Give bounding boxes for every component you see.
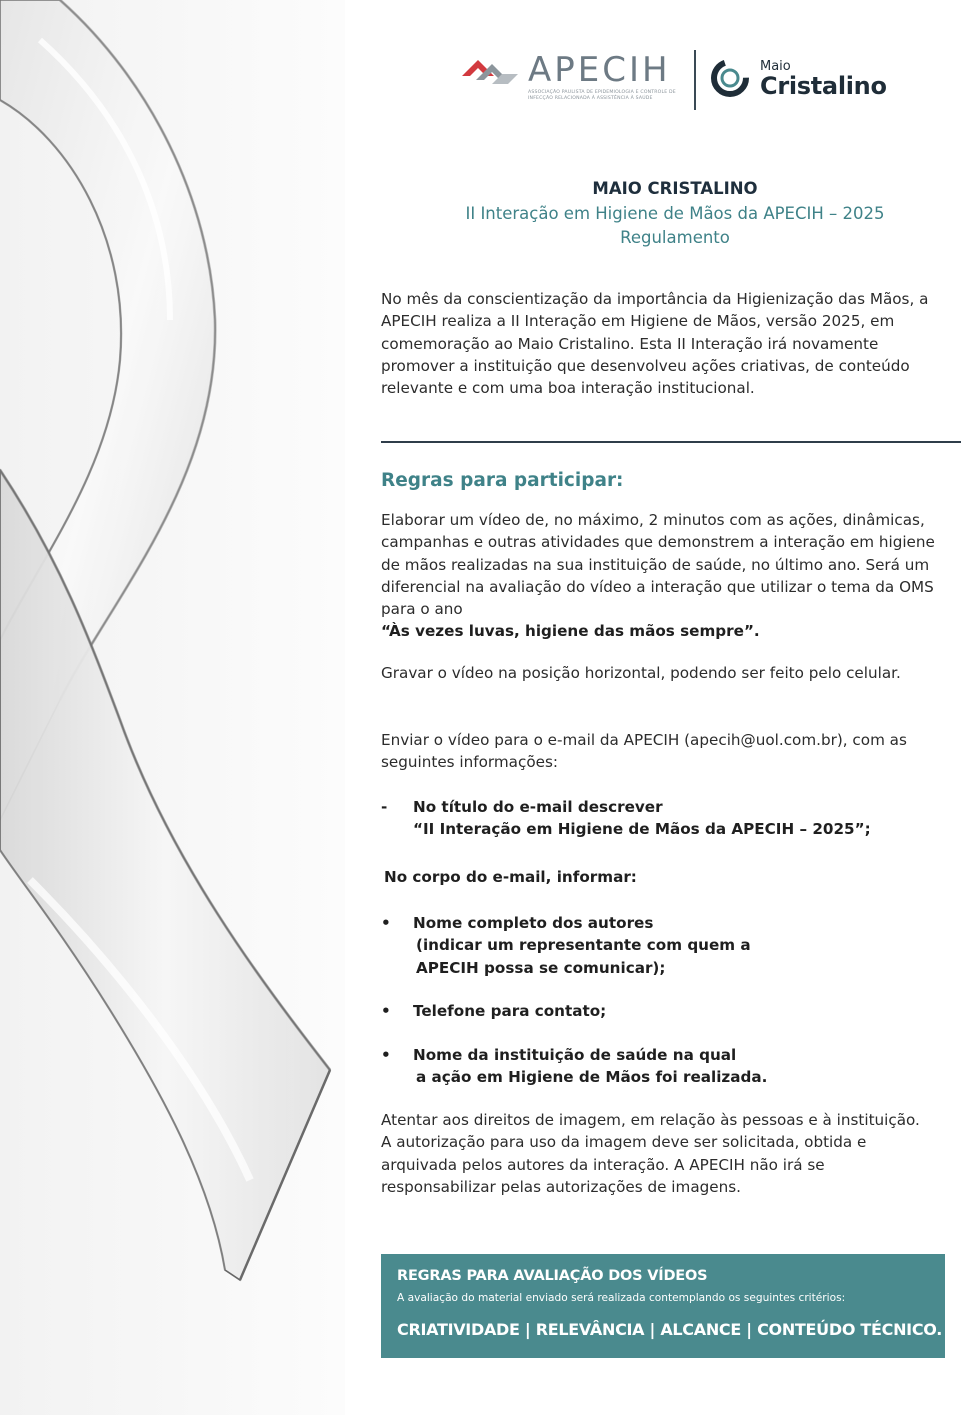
apecih-name: APECIH <box>528 50 671 90</box>
rules-heading: Regras para participar: <box>381 470 624 491</box>
page-title: MAIO CRISTALINO <box>592 179 758 198</box>
awareness-ribbon-icon <box>0 0 345 1415</box>
bullet-marker: • <box>381 1046 391 1064</box>
dash-line-2: “II Interação em Higiene de Mãos da APECIH – 2025”; <box>413 820 871 839</box>
dash-line-1: No título do e-mail descrever <box>413 798 663 816</box>
rule-paragraph-3 <box>381 729 956 774</box>
rule-3-text: Enviar o vídeo para o e-mail da APECIH (apecih@uol.com.br), com as seguintes informações: <box>381 731 907 772</box>
page-subtitle: II Interação em Higiene de Mãos da APECIH – 2025 <box>465 204 885 223</box>
apecih-mark-icon <box>462 56 520 90</box>
bullet-3-line-1: Nome da instituição de saúde na qual <box>413 1046 737 1064</box>
evaluation-title: REGRAS PARA AVALIAÇÃO DOS VÍDEOS <box>397 1268 708 1284</box>
bullet-2-line-1: Telefone para contato; <box>413 1002 607 1020</box>
dash-marker: - <box>381 798 388 816</box>
ribbon-illustration <box>0 0 345 1415</box>
bullet-marker: • <box>381 914 391 932</box>
bullet-1-line-1: Nome completo dos autores <box>413 914 654 932</box>
logo-divider <box>694 50 696 110</box>
bullet-marker: • <box>381 1002 391 1020</box>
maio-ring-icon <box>710 58 750 98</box>
section-divider <box>381 441 961 443</box>
title-block <box>380 178 969 250</box>
rule-1-text: Elaborar um vídeo de, no máximo, 2 minutos com as ações, dinâmicas, campanhas e outras atividades que demonstrem a interação em higiene de mãos realizadas na sua instituição de saúde, no último ano. Será um diferencial na avaliação do vídeo a interação que utilizar o tema da OMS para o ano <box>381 511 935 619</box>
email-body-intro: No corpo do e-mail, informar: <box>384 868 637 886</box>
maio-cristalino-logo <box>710 56 900 106</box>
apecih-logo <box>460 48 680 112</box>
rule-paragraph-1 <box>381 509 956 643</box>
rule-2-text: Gravar o vídeo na posição horizontal, podendo ser feito pelo celular. <box>381 664 901 682</box>
header-logos <box>460 48 900 112</box>
cristalino-label: Cristalino <box>760 72 887 100</box>
evaluation-description: A avaliação do material enviado será realizada contemplando os seguintes critérios: <box>397 1292 846 1304</box>
apecih-tagline: ASSOCIAÇÃO PAULISTA DE EPIDEMIOLOGIA E CONTROLE DE INFECÇÃO RELACIONADA À ASSISTÊNCIA À SAÚDE <box>528 90 676 101</box>
evaluation-box <box>381 1254 945 1358</box>
oms-theme-quote: “Às vezes luvas, higiene das mãos sempre”. <box>381 622 760 641</box>
image-rights-paragraph <box>381 1109 956 1198</box>
intro-paragraph <box>381 288 946 399</box>
bullet-1-line-2: (indicar um representante com quem a <box>416 936 751 955</box>
bullet-3-line-2: a ação em Higiene de Mãos foi realizada. <box>416 1068 768 1087</box>
evaluation-criteria: CRIATIVIDADE | RELEVÂNCIA | ALCANCE | CONTEÚDO TÉCNICO. <box>397 1320 943 1339</box>
rule-paragraph-2 <box>381 662 956 684</box>
bullet-1-line-3: APECIH possa se comunicar); <box>416 958 666 977</box>
maio-label: Maio <box>760 59 791 74</box>
page-subtitle-regulamento: Regulamento <box>620 228 730 247</box>
intro-text: No mês da conscientização da importância da Higienização das Mãos, a APECIH realiza a II Interação em Higiene de Mãos, versão 2025, em comemoração ao Maio Cristalino. Esta II Interação irá novamente promover a instituição que desenvolveu ações criativas, de conteúdo relevante e com uma boa interação institucional. <box>381 290 929 398</box>
image-rights-text: Atentar aos direitos de imagem, em relação às pessoas e à instituição. A autorização para uso da imagem deve ser solicitada, obtida e arquivada pelos autores da interação. A APECIH não irá se responsabilizar pelas autorizações de imagens. <box>381 1111 920 1196</box>
